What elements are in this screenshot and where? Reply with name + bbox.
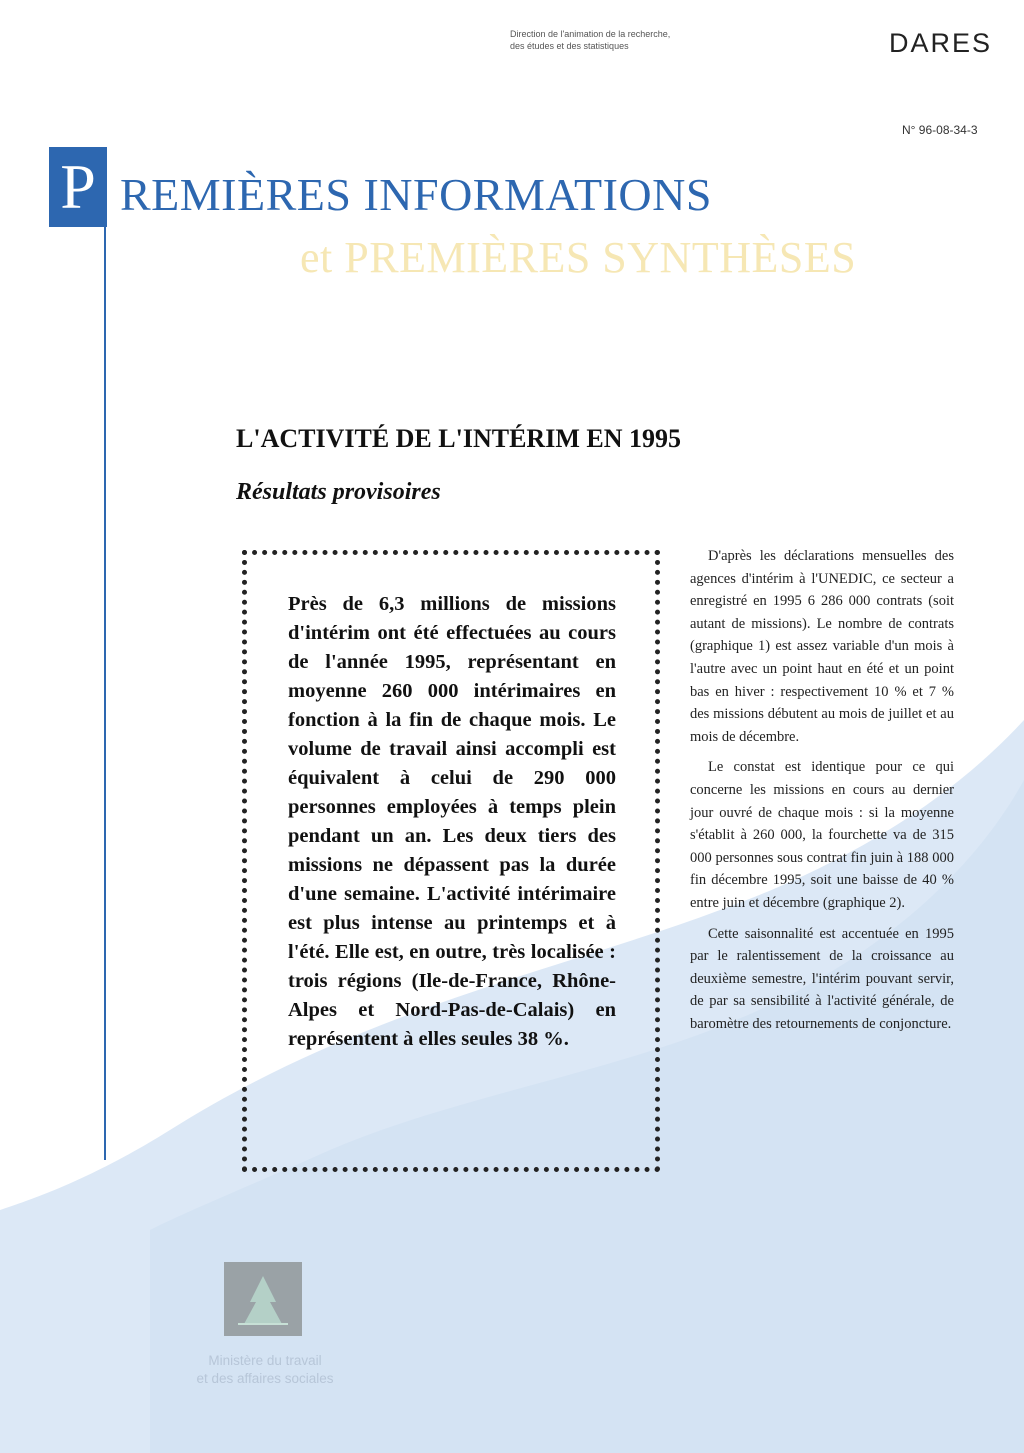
masthead-title: REMIÈRES INFORMATIONS (120, 169, 712, 220)
body-paragraph-3: Cette saisonnalité est accentuée en 1995 par le ralentissement de la croissance au deuxième semestre, l'intérim pouvant servir, de par sa sensibilité à l'activité générale, de baromètre des retournements de conjoncture. (690, 925, 954, 1032)
ministry-line-2: et des affaires sociales (196, 1371, 334, 1386)
ministry-line-1: Ministère du travail (208, 1353, 322, 1368)
masthead-vertical-rule (104, 147, 106, 1160)
body-column (690, 545, 954, 1043)
masthead-initial: P (49, 147, 107, 227)
summary-text: Près de 6,3 millions de missions d'intérim ont été effectuées au cours de l'année 1995, représentant en moyenne 260 000 intérimaires en fonction à la fin de chaque mois. Le volume de travail ainsi accompli est équivalent à celui de 290 000 personnes employées à temps plein pendant un an. Les deux tiers des missions ne dépassent pas la durée d'une semaine. L'activité intérimaire est plus intense au printemps et à l'été. Elle est, en outre, très localisée : trois régions (Ile-de-France, Rhône-Alpes et Nord-Pas-de-Calais) en représentent à elles seules 38 %. (288, 593, 616, 1050)
masthead-subtitle: et PREMIÈRES SYNTHÈSES (300, 233, 857, 282)
organisation-line-1: Direction de l'animation de la recherche, (510, 29, 671, 39)
ministry-name (160, 1352, 370, 1388)
article-subtitle: Résultats provisoires (236, 479, 441, 505)
organisation-line-2: des études et des statistiques (510, 41, 629, 51)
ministry-logo (224, 1262, 302, 1336)
issue-number: N° 96-08-34-3 (902, 123, 978, 137)
article-title: L'ACTIVITÉ DE L'INTÉRIM EN 1995 (236, 424, 681, 453)
body-paragraph-2: Le constat est identique pour ce qui concerne les missions en cours au dernier jour ouvré de chaque mois : si la moyenne s'établit à 260 000, la fourchette va de 315 000 personnes sous contrat fin juin à 188 000 fin décembre 1995, soit une baisse de 40 % entre juin et décembre (graphique 2). (690, 759, 954, 911)
ministry-logo-icon (224, 1262, 302, 1336)
body-paragraph-1: D'après les déclarations mensuelles des agences d'intérim à l'UNEDIC, ce secteur a enregistré en 1995 6 286 000 contrats (soit autant de missions). Le nombre de contrats (graphique 1) est assez variable d'un mois à l'autre avec un point haut en été et un point bas en hiver : respectivement 10 % et 7 % des missions débutent au mois de juillet et au mois de décembre. (690, 548, 954, 745)
organisation-name (510, 28, 770, 52)
dares-acronym: DARES (889, 28, 993, 58)
